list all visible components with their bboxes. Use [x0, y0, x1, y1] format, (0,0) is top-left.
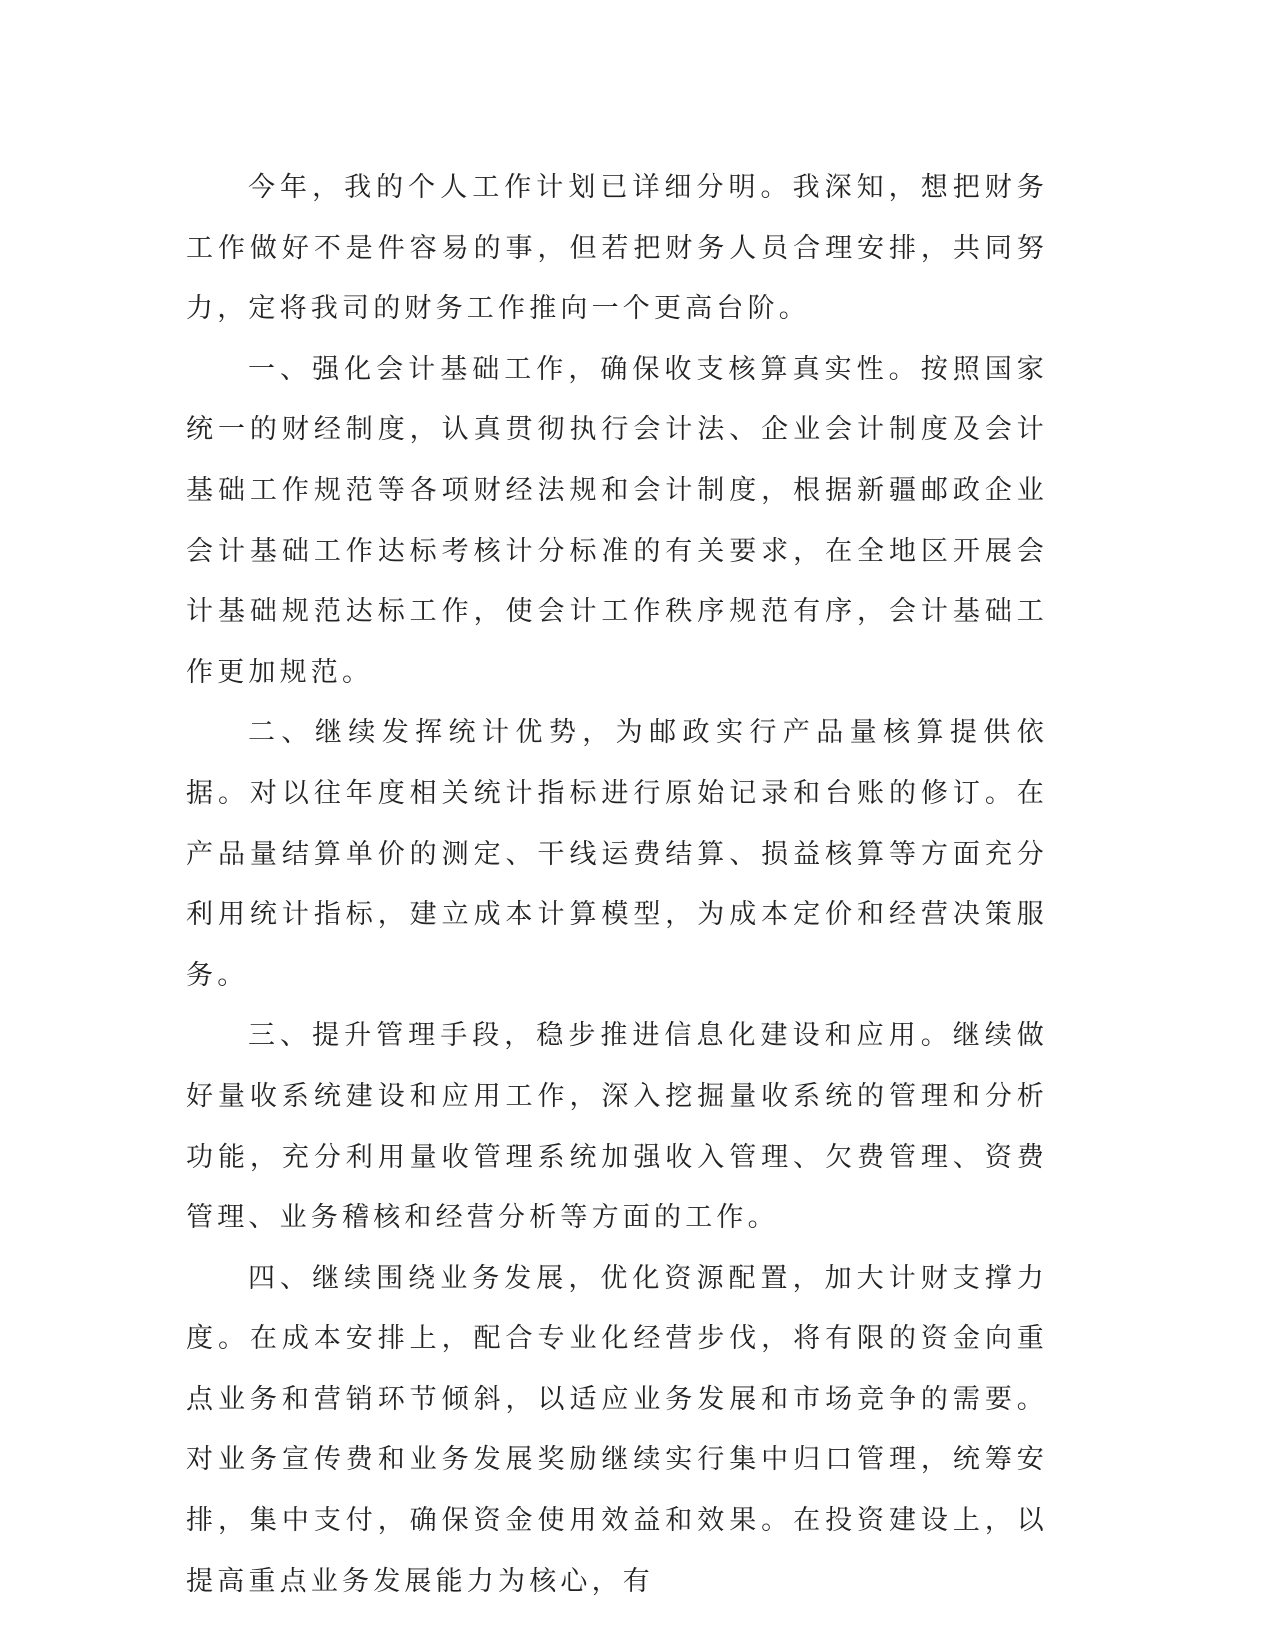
- paragraph-accounting-basics: 一、强化会计基础工作，确保收支核算真实性。按照国家统一的财经制度，认真贯彻执行会计法、企业会计制度及会计基础工作规范等各项财经法规和会计制度，根据新疆邮政企业会计基础工作达标考核计分标准的有关要求，在全地区开展会计基础规范达标工作，使会计工作秩序规范有序，会计基础工作更加规范。: [186, 353, 1048, 688]
- paragraph-statistics: 二、继续发挥统计优势，为邮政实行产品量核算提供依据。对以往年度相关统计指标进行原始记录和台账的修订。在产品量结算单价的测定、干线运费结算、损益核算等方面充分利用统计指标，建立成本计算模型，为成本定价和经营决策服务。: [186, 717, 1048, 991]
- paragraph-resource-allocation: 四、继续围绕业务发展，优化资源配置，加大计财支撑力度。在成本安排上，配合专业化经营步伐，将有限的资金向重点业务和营销环节倾斜，以适应业务发展和市场竞争的需要。对业务宣传费和业务发展奖励继续实行集中归口管理，统筹安排，集中支付，确保资金使用效益和效果。在投资建设上，以提高重点业务发展能力为核心，有: [186, 1262, 1048, 1597]
- document-body: [186, 158, 1048, 1612]
- paragraph-informatization: 三、提升管理手段，稳步推进信息化建设和应用。继续做好量收系统建设和应用工作，深入挖掘量收系统的管理和分析功能，充分利用量收管理系统加强收入管理、欠费管理、资费管理、业务稽核和经营分析等方面的工作。: [186, 1020, 1048, 1234]
- paragraph-intro: 今年，我的个人工作计划已详细分明。我深知，想把财务工作做好不是件容易的事，但若把财务人员合理安排，共同努力，定将我司的财务工作推向一个更高台阶。: [186, 172, 1048, 325]
